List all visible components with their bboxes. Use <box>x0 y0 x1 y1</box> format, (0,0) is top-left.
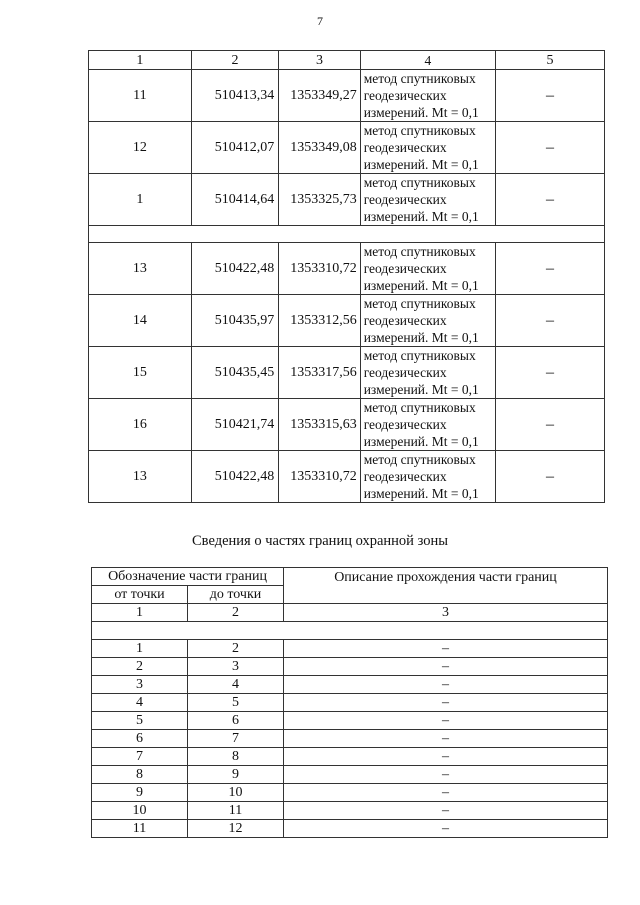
method-text-line: метод спутниковых <box>363 452 476 467</box>
separator-cell <box>92 622 608 640</box>
header-boundary-part: Обозначение части границ <box>92 568 284 586</box>
table-row <box>89 347 605 399</box>
note-cell: – <box>496 174 605 226</box>
method-cell <box>360 70 495 122</box>
method-cell <box>360 295 495 347</box>
table-row <box>92 694 608 712</box>
point-number: 15 <box>89 347 192 399</box>
coordinate-x: 510414,64 <box>191 174 279 226</box>
part-description: – <box>284 712 608 730</box>
coordinate-x: 510422,48 <box>191 243 279 295</box>
method-text-line: метод спутниковых <box>363 296 476 311</box>
coordinate-x: 510412,07 <box>191 122 279 174</box>
coordinate-y: 1353349,08 <box>279 122 360 174</box>
method-cell <box>360 174 495 226</box>
point-number: 12 <box>89 122 192 174</box>
from-point: 1 <box>92 640 188 658</box>
parts-separator-row <box>92 622 608 640</box>
part-description: – <box>284 676 608 694</box>
boundary-parts-table <box>91 567 608 838</box>
to-point: 11 <box>188 802 284 820</box>
to-point: 5 <box>188 694 284 712</box>
from-point: 11 <box>92 820 188 838</box>
to-point: 3 <box>188 658 284 676</box>
table-row <box>89 399 605 451</box>
method-text-line: измерений. Mt = 0,1 <box>363 434 479 449</box>
method-text-line: метод спутниковых <box>363 348 476 363</box>
method-cell <box>360 347 495 399</box>
method-text-line: измерений. Mt = 0,1 <box>363 486 479 501</box>
from-point: 3 <box>92 676 188 694</box>
coordinate-x: 510435,97 <box>191 295 279 347</box>
point-number: 13 <box>89 243 192 295</box>
method-text-line: измерений. Mt = 0,1 <box>363 330 479 345</box>
table-row <box>89 243 605 295</box>
col-header-3: 3 <box>279 51 360 70</box>
table-row <box>92 712 608 730</box>
part-description: – <box>284 784 608 802</box>
from-point: 4 <box>92 694 188 712</box>
method-text-line: метод спутниковых <box>363 400 476 415</box>
page-number: 7 <box>317 14 323 28</box>
coordinate-x: 510421,74 <box>191 399 279 451</box>
table-row <box>92 640 608 658</box>
header-description: Описание прохождения части границ <box>284 568 608 604</box>
header-from-point: от точки <box>92 586 188 604</box>
point-number: 11 <box>89 70 192 122</box>
coordinate-y: 1353310,72 <box>279 451 360 503</box>
table-row <box>92 748 608 766</box>
coordinates-header-row <box>89 51 605 70</box>
table-row <box>89 295 605 347</box>
table-row <box>89 174 605 226</box>
separator-cell <box>89 226 605 243</box>
method-cell <box>360 243 495 295</box>
part-description: – <box>284 694 608 712</box>
method-text-line: геодезических <box>363 313 447 328</box>
table-row <box>92 784 608 802</box>
point-number: 13 <box>89 451 192 503</box>
table-row <box>89 70 605 122</box>
table-row <box>92 766 608 784</box>
table-row <box>89 451 605 503</box>
method-text-line: геодезических <box>363 192 447 207</box>
coordinates-table <box>88 50 605 503</box>
method-text-line: измерений. Mt = 0,1 <box>363 105 479 120</box>
note-cell: – <box>496 399 605 451</box>
to-point: 9 <box>188 766 284 784</box>
coordinate-y: 1353349,27 <box>279 70 360 122</box>
method-cell <box>360 122 495 174</box>
part-description: – <box>284 748 608 766</box>
to-point: 8 <box>188 748 284 766</box>
to-point: 12 <box>188 820 284 838</box>
coordinate-y: 1353312,56 <box>279 295 360 347</box>
parts-number-row <box>92 604 608 622</box>
point-number: 1 <box>89 174 192 226</box>
table-row <box>92 658 608 676</box>
part-description: – <box>284 730 608 748</box>
coordinate-x: 510435,45 <box>191 347 279 399</box>
to-point: 4 <box>188 676 284 694</box>
method-text-line: геодезических <box>363 140 447 155</box>
note-cell: – <box>496 243 605 295</box>
coordinate-y: 1353325,73 <box>279 174 360 226</box>
from-point: 8 <box>92 766 188 784</box>
table-row <box>92 802 608 820</box>
table-row <box>89 122 605 174</box>
note-cell: – <box>496 347 605 399</box>
col-header-5: 5 <box>496 51 605 70</box>
from-point: 10 <box>92 802 188 820</box>
method-text-line: метод спутниковых <box>363 123 476 138</box>
method-text-line: геодезических <box>363 417 447 432</box>
coordinate-y: 1353310,72 <box>279 243 360 295</box>
method-text-line: измерений. Mt = 0,1 <box>363 278 479 293</box>
method-text-line: измерений. Mt = 0,1 <box>363 157 479 172</box>
coordinate-x: 510413,34 <box>191 70 279 122</box>
method-text-line: измерений. Mt = 0,1 <box>363 382 479 397</box>
from-point: 6 <box>92 730 188 748</box>
table-row <box>92 676 608 694</box>
point-number: 14 <box>89 295 192 347</box>
from-point: 7 <box>92 748 188 766</box>
from-point: 9 <box>92 784 188 802</box>
note-cell: – <box>496 70 605 122</box>
method-text-line: метод спутниковых <box>363 175 476 190</box>
method-cell <box>360 451 495 503</box>
method-text-line: геодезических <box>363 469 447 484</box>
to-point: 10 <box>188 784 284 802</box>
from-point: 5 <box>92 712 188 730</box>
part-description: – <box>284 658 608 676</box>
section-title: Сведения о частях границ охранной зоны <box>192 533 448 549</box>
col-number-2: 2 <box>188 604 284 622</box>
col-number-1: 1 <box>92 604 188 622</box>
col-number-3: 3 <box>284 604 608 622</box>
part-description: – <box>284 766 608 784</box>
point-number: 16 <box>89 399 192 451</box>
part-description: – <box>284 820 608 838</box>
method-cell <box>360 399 495 451</box>
method-text-line: измерений. Mt = 0,1 <box>363 209 479 224</box>
col-header-4: 4 <box>360 51 495 70</box>
table-row <box>92 730 608 748</box>
col-header-2: 2 <box>191 51 279 70</box>
part-description: – <box>284 802 608 820</box>
table-row <box>92 820 608 838</box>
method-text-line: геодезических <box>363 88 447 103</box>
coordinate-y: 1353315,63 <box>279 399 360 451</box>
coordinate-y: 1353317,56 <box>279 347 360 399</box>
method-text-line: геодезических <box>363 365 447 380</box>
method-text-line: геодезических <box>363 261 447 276</box>
note-cell: – <box>496 122 605 174</box>
from-point: 2 <box>92 658 188 676</box>
coordinate-x: 510422,48 <box>191 451 279 503</box>
to-point: 7 <box>188 730 284 748</box>
method-text-line: метод спутниковых <box>363 71 476 86</box>
note-cell: – <box>496 451 605 503</box>
to-point: 2 <box>188 640 284 658</box>
to-point: 6 <box>188 712 284 730</box>
part-description: – <box>284 640 608 658</box>
header-to-point: до точки <box>188 586 284 604</box>
table-separator-row <box>89 226 605 243</box>
method-text-line: метод спутниковых <box>363 244 476 259</box>
note-cell: – <box>496 295 605 347</box>
parts-header-row-1 <box>92 568 608 586</box>
col-header-1: 1 <box>89 51 192 70</box>
